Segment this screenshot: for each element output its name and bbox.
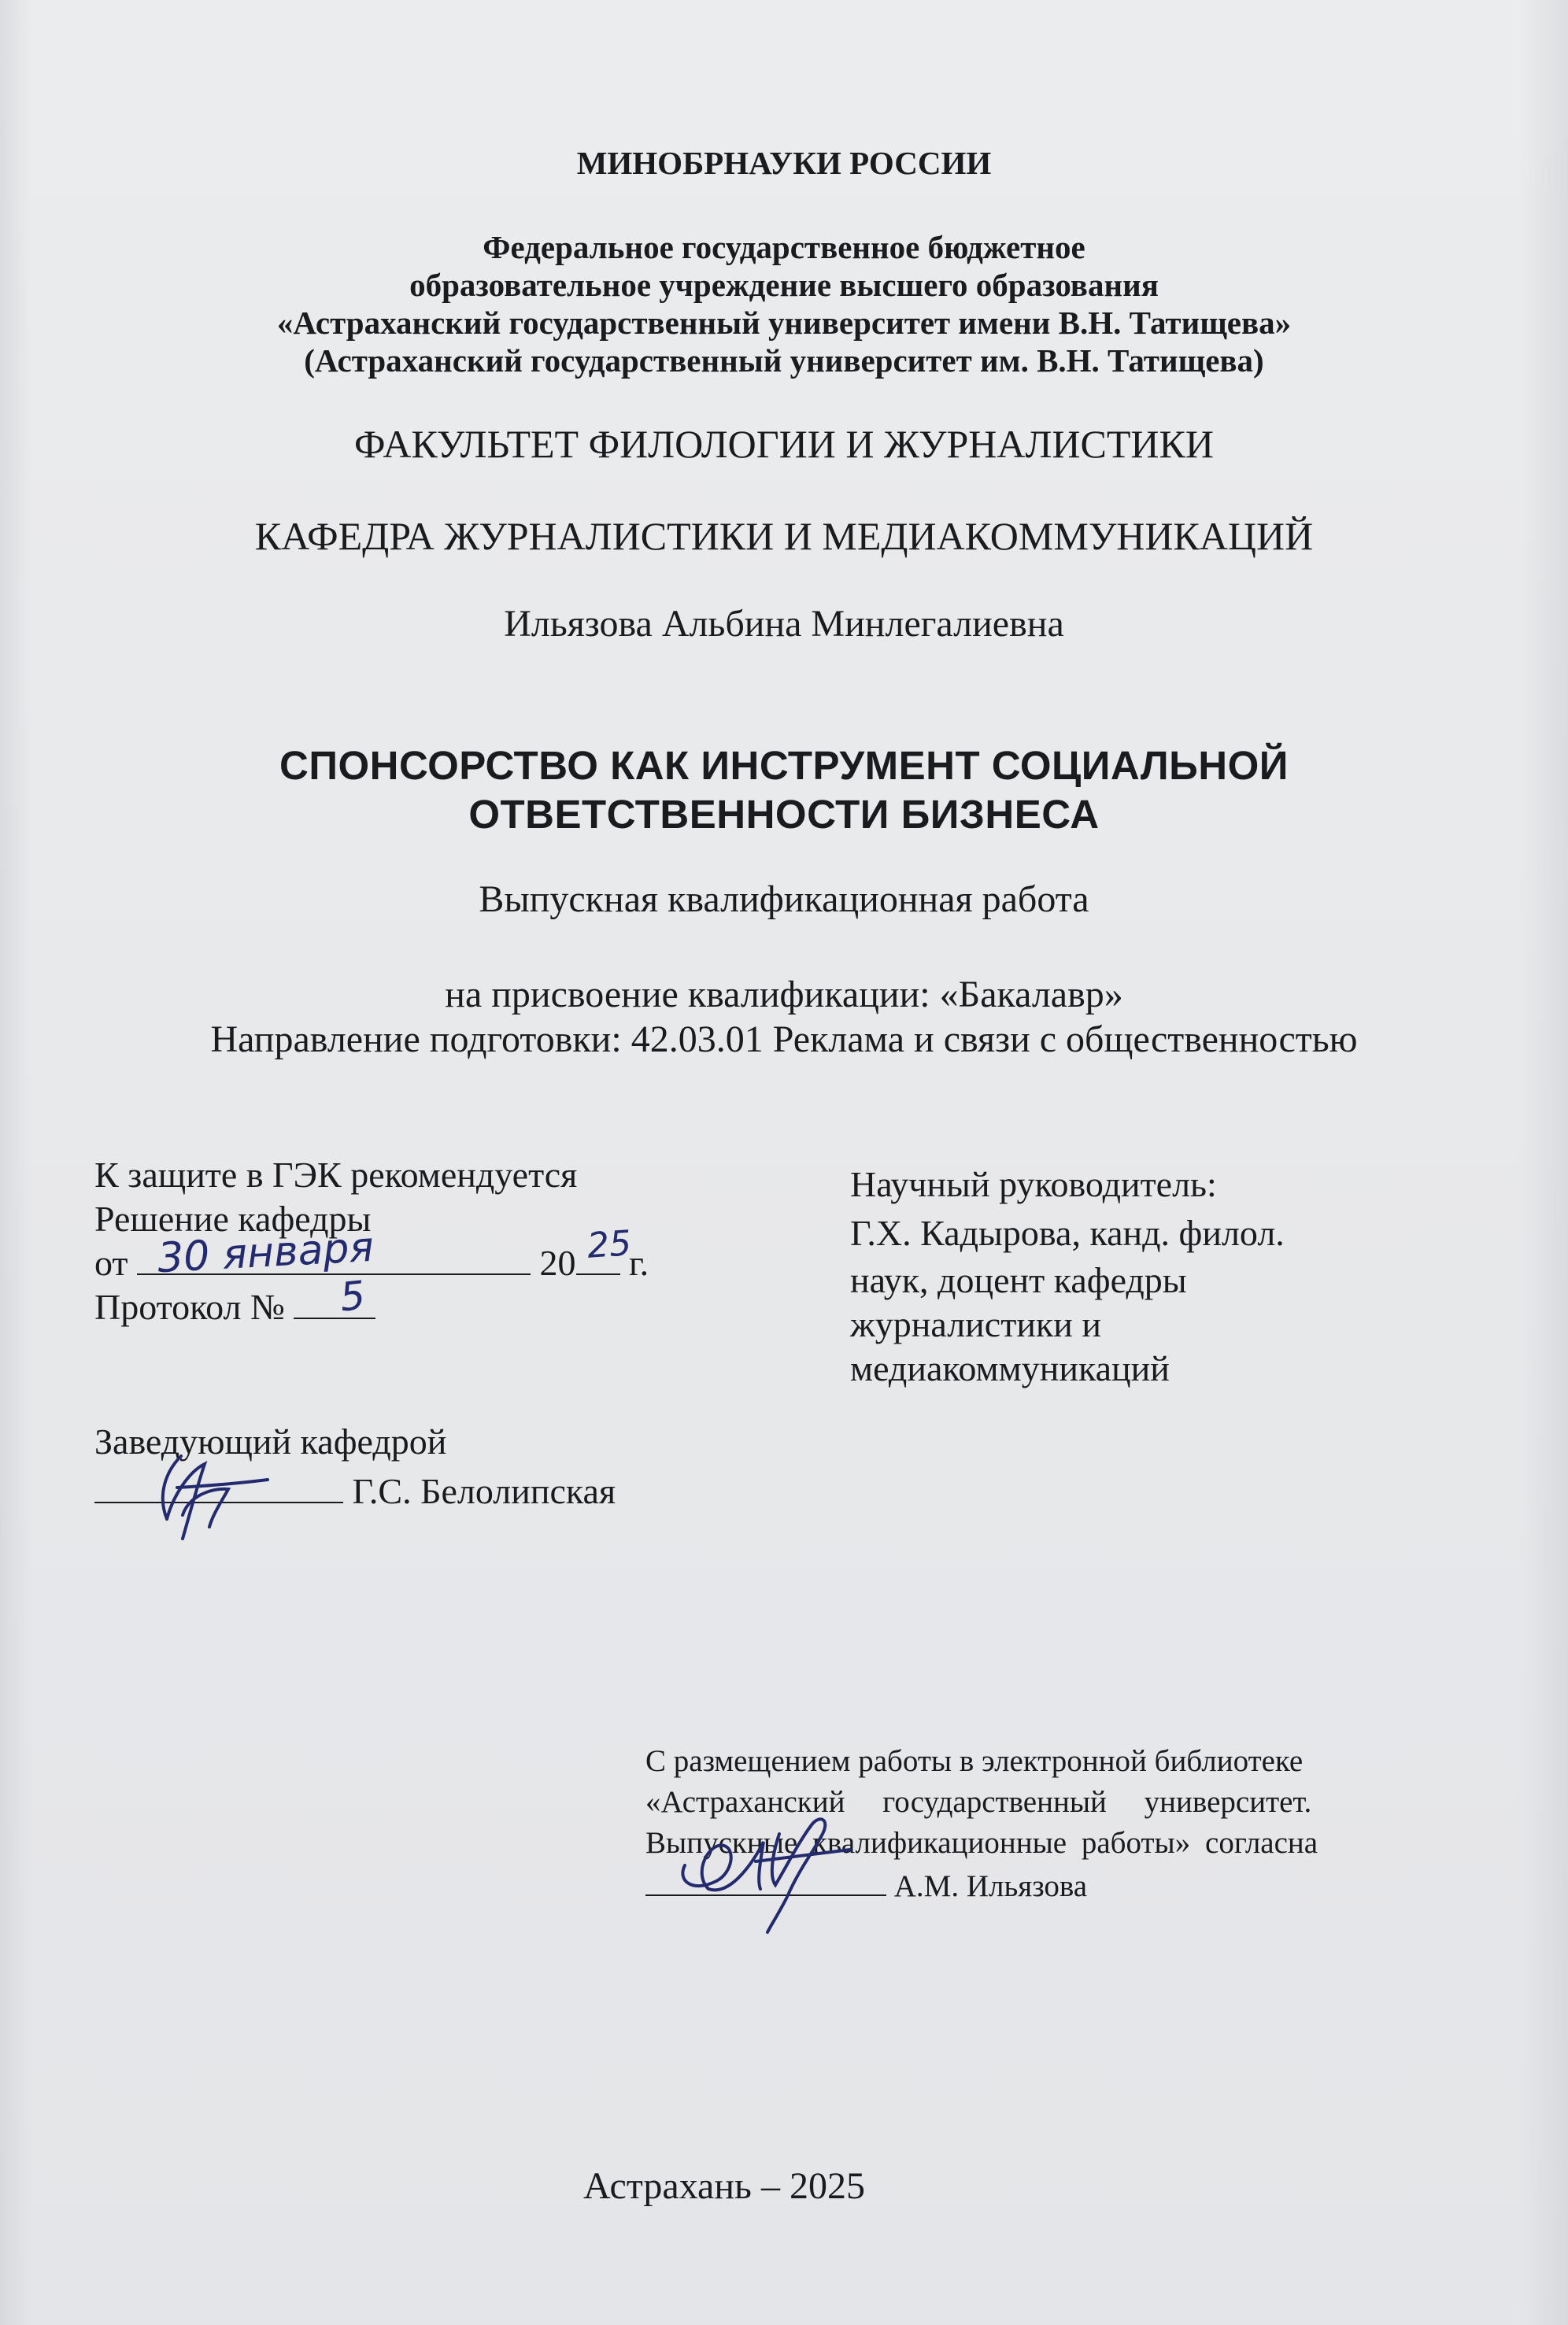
institution-line-1: Федеральное государственное бюджетное	[483, 229, 1085, 265]
consent-text-1: С размещением работы в электронной библиотеке	[645, 1744, 1304, 1778]
year-prefix: 20	[539, 1243, 576, 1283]
work-type: Выпускная квалификационная работа	[479, 878, 1089, 920]
supervisor-line-4: медиакоммуникаций	[850, 1348, 1170, 1388]
handwritten-year: 25	[586, 1223, 633, 1266]
head-name: Г.С. Белолипская	[352, 1471, 616, 1511]
protocol-line	[94, 1286, 375, 1328]
year-suffix: г.	[629, 1243, 649, 1283]
supervisor-label: Научный руководитель:	[850, 1164, 1217, 1204]
protocol-label: Протокол №	[94, 1287, 285, 1327]
institution-line-3: «Астраханский государственный университет имени В.Н. Татищева»	[276, 305, 1292, 341]
ministry-heading: МИНОБРНАУКИ РОССИИ	[576, 145, 992, 181]
author-signature	[661, 1802, 866, 1936]
consent-text-2: «Астраханский государственный университет.	[645, 1785, 1312, 1819]
author-name: Ильязова Альбина Минлегалиевна	[504, 603, 1064, 645]
thesis-title-line-2: ОТВЕТСТВЕННОСТИ БИЗНЕСА	[468, 792, 1100, 837]
department-decision: Решение кафедры	[94, 1199, 372, 1239]
faculty-name: ФАКУЛЬТЕТ ФИЛОЛОГИИ И ЖУРНАЛИСТИКИ	[354, 422, 1214, 466]
consent-line-1	[645, 1743, 1400, 1780]
department-name: КАФЕДРА ЖУРНАЛИСТИКИ И МЕДИАКОММУНИКАЦИЙ	[254, 514, 1314, 558]
defense-recommended: К защите в ГЭК рекомендуется	[94, 1155, 578, 1195]
qualification: на присвоение квалификации: «Бакалавр»	[445, 974, 1123, 1015]
from-label: от	[94, 1243, 128, 1283]
thesis-title-line-1: СПОНСОРСТВО КАК ИНСТРУМЕНТ СОЦИАЛЬНОЙ	[279, 743, 1289, 788]
study-direction: Направление подготовки: 42.03.01 Реклама и связи с общественностью	[210, 1018, 1358, 1060]
consent-name: А.М. Ильязова	[893, 1869, 1088, 1903]
supervisor-line-3: журналистики и	[850, 1304, 1102, 1344]
handwritten-date: 30 января	[156, 1223, 375, 1283]
institution-line-4: (Астраханский государственный университет им. В.Н. Татищева)	[304, 342, 1264, 379]
handwritten-protocol-number: 5	[338, 1272, 368, 1321]
supervisor-line-1: Г.Х. Кадырова, канд. филол.	[850, 1213, 1285, 1253]
city-year-footer: Астрахань – 2025	[583, 2165, 865, 2207]
head-label: Заведующий кафедрой	[94, 1421, 447, 1462]
consent-text-3: Выпускные квалификационные работы» согласна	[645, 1826, 1318, 1860]
supervisor-line-2: наук, доцент кафедры	[850, 1260, 1187, 1300]
institution-line-2: образовательное учреждение высшего образования	[409, 267, 1159, 303]
head-signature	[134, 1440, 307, 1543]
